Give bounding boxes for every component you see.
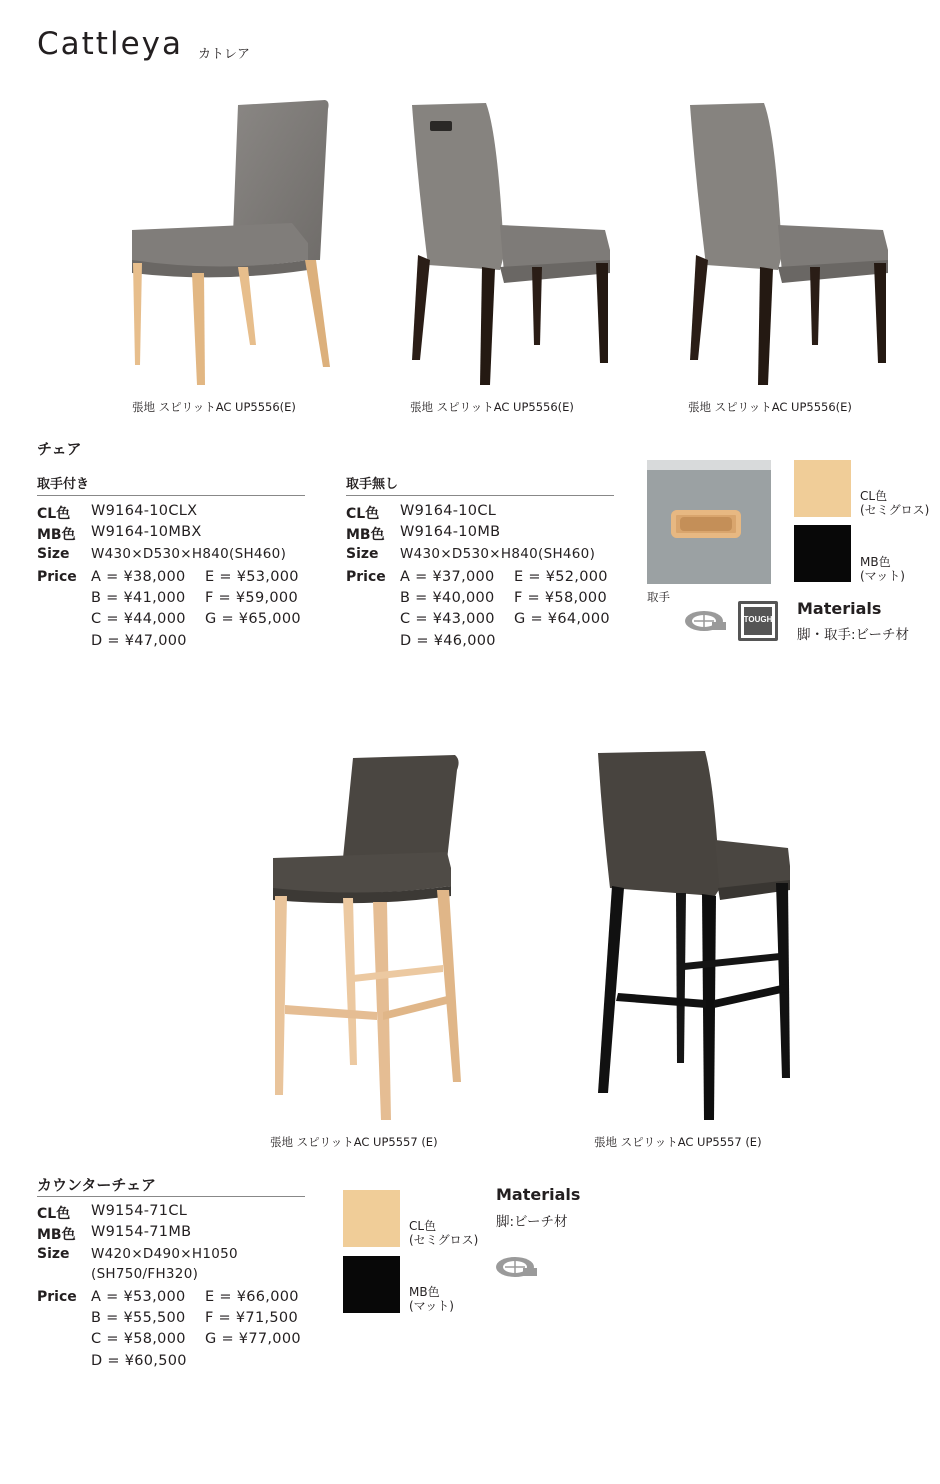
cl-code: W9164-10CL [400, 503, 497, 519]
chair-caption-1: 張地 スピリットAC UP5556(E) [132, 400, 296, 414]
price-g: G = ¥65,000 [205, 611, 301, 627]
cl-label: CL色 [37, 506, 71, 522]
tough-icon: TOUGH [738, 601, 778, 641]
price-label: Price [346, 569, 386, 585]
price-c: C = ¥58,000 [91, 1331, 186, 1347]
price-e: E = ¥66,000 [205, 1289, 299, 1305]
counter-chair-dark-image [590, 748, 800, 1126]
swatch-mb [343, 1256, 400, 1313]
materials-title: Materials [797, 599, 882, 618]
price-g: G = ¥64,000 [514, 611, 610, 627]
price-f: F = ¥58,000 [514, 590, 607, 606]
counter-chair-natural-image [265, 750, 470, 1125]
price-d: D = ¥46,000 [400, 633, 496, 649]
cl-code: W9164-10CLX [91, 503, 198, 519]
swatch-cl [343, 1190, 400, 1247]
with-handle-title: 取手付き [37, 477, 90, 492]
mb-code: W9164-10MB [400, 524, 501, 540]
price-label: Price [37, 569, 77, 585]
counter-caption-1: 張地 スピリットAC UP5557 (E) [270, 1135, 438, 1149]
price-e: E = ¥53,000 [205, 569, 299, 585]
price-b: B = ¥41,000 [91, 590, 186, 606]
cl-code: W9154-71CL [91, 1203, 188, 1219]
price-e: E = ¥52,000 [514, 569, 608, 585]
g-mark-icon [684, 610, 728, 632]
counter-caption-2: 張地 スピリットAC UP5557 (E) [594, 1135, 762, 1149]
g-mark-icon [495, 1256, 539, 1278]
swatch-cl-label: CL色 (セミグロス) [860, 489, 930, 517]
size-value: W420×D490×H1050 [91, 1246, 238, 1262]
size-value: W430×D530×H840(SH460) [91, 546, 287, 562]
price-g: G = ¥77,000 [205, 1331, 301, 1347]
swatch-mb-label: MB色 (マット) [860, 555, 905, 583]
mb-label: MB色 [37, 1227, 76, 1243]
size-value-2: (SH750/FH320) [91, 1266, 199, 1282]
chair-caption-2: 張地 スピリットAC UP5556(E) [410, 400, 574, 414]
size-label: Size [346, 546, 379, 562]
price-d: D = ¥60,500 [91, 1353, 187, 1369]
size-label: Size [37, 546, 70, 562]
price-a: A = ¥37,000 [400, 569, 495, 585]
counter-section-title: カウンターチェア [37, 1176, 156, 1194]
cl-label: CL色 [37, 1206, 71, 1222]
divider [346, 495, 614, 496]
swatch-cl-label: CL色 (セミグロス) [409, 1219, 479, 1247]
price-a: A = ¥38,000 [91, 569, 186, 585]
price-f: F = ¥59,000 [205, 590, 298, 606]
page-title-jp: カトレア [198, 47, 251, 62]
handle-detail-image [647, 460, 771, 584]
size-label: Size [37, 1246, 70, 1262]
price-b: B = ¥40,000 [400, 590, 495, 606]
cl-label: CL色 [346, 506, 380, 522]
page-title: Cattleya [37, 26, 183, 62]
price-label: Price [37, 1289, 77, 1305]
no-handle-title: 取手無し [346, 477, 399, 492]
chair-front-natural-image [120, 95, 340, 390]
materials-body: 脚:ビーチ材 [496, 1214, 568, 1230]
mb-code: W9154-71MB [91, 1224, 192, 1240]
mb-label: MB色 [346, 527, 385, 543]
price-d: D = ¥47,000 [91, 633, 187, 649]
divider [37, 495, 305, 496]
divider [37, 1196, 305, 1197]
materials-title: Materials [496, 1185, 581, 1204]
price-c: C = ¥43,000 [400, 611, 495, 627]
chair-caption-3: 張地 スピリットAC UP5556(E) [688, 400, 852, 414]
chair-back-dark-image [678, 95, 898, 390]
materials-body: 脚・取手:ビーチ材 [797, 627, 910, 643]
price-b: B = ¥55,500 [91, 1310, 186, 1326]
price-c: C = ¥44,000 [91, 611, 186, 627]
swatch-cl [794, 460, 851, 517]
size-value: W430×D530×H840(SH460) [400, 546, 596, 562]
mb-label: MB色 [37, 527, 76, 543]
handle-caption: 取手 [647, 590, 670, 604]
mb-code: W9164-10MBX [91, 524, 202, 540]
swatch-mb-label: MB色 (マット) [409, 1285, 454, 1313]
price-f: F = ¥71,500 [205, 1310, 298, 1326]
chair-section-title: チェア [37, 440, 82, 458]
swatch-mb [794, 525, 851, 582]
chair-back-handle-dark-image [400, 95, 620, 390]
price-a: A = ¥53,000 [91, 1289, 186, 1305]
